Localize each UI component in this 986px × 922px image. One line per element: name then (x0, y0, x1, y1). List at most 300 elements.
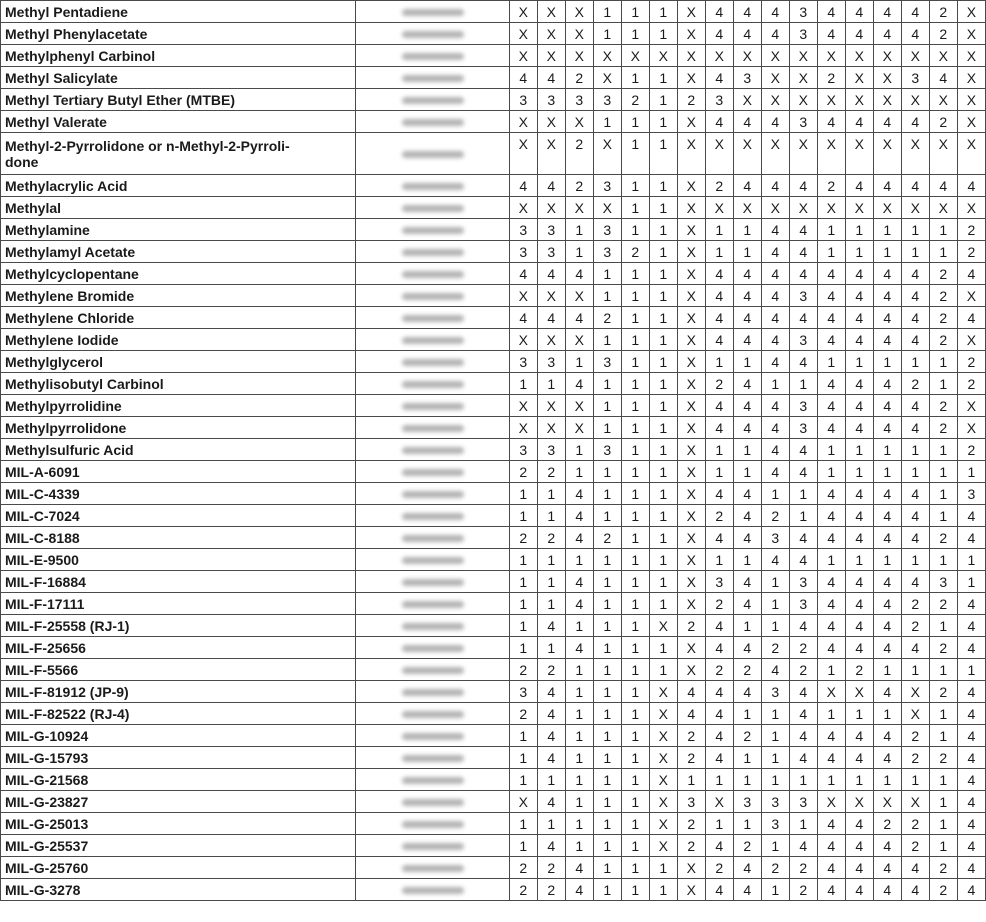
rating-cell: X (761, 67, 789, 89)
rating-cell: 1 (929, 439, 957, 461)
rating-cell: 1 (677, 769, 705, 791)
rating-cell: 4 (845, 263, 873, 285)
rating-cell: 4 (733, 395, 761, 417)
rating-cell: 1 (817, 241, 845, 263)
rating-cell: X (537, 45, 565, 67)
redacted-cas-cell (356, 197, 509, 219)
rating-cell: 4 (817, 395, 845, 417)
chemical-name-cell: MIL-C-8188 (1, 527, 356, 549)
rating-cell: 1 (873, 219, 901, 241)
redacted-number-blur (402, 711, 464, 718)
rating-cell: 3 (957, 483, 985, 505)
rating-cell: 1 (509, 549, 537, 571)
chemical-name-cell: Methylcyclopentane (1, 263, 356, 285)
rating-cell: 4 (509, 307, 537, 329)
rating-cell: 4 (733, 417, 761, 439)
table-row (1, 45, 986, 67)
redacted-cas-cell (356, 615, 509, 637)
rating-cell: 1 (873, 461, 901, 483)
rating-cell: 4 (957, 615, 985, 637)
rating-cell: 1 (621, 725, 649, 747)
rating-cell: 2 (873, 813, 901, 835)
rating-cell: X (789, 197, 817, 219)
rating-cell: 2 (677, 725, 705, 747)
rating-cell: 4 (761, 329, 789, 351)
chemical-name-cell: Methylene Iodide (1, 329, 356, 351)
rating-cell: 2 (929, 1, 957, 23)
rating-cell: 1 (649, 351, 677, 373)
rating-cell: 1 (593, 879, 621, 901)
rating-cell: X (845, 681, 873, 703)
rating-cell: 3 (593, 351, 621, 373)
rating-cell: 4 (761, 351, 789, 373)
rating-cell: X (957, 45, 985, 67)
rating-cell: 4 (733, 483, 761, 505)
redacted-cas-cell (356, 175, 509, 197)
rating-cell: X (761, 133, 789, 175)
redacted-cas-cell (356, 111, 509, 133)
redacted-number-blur (402, 53, 464, 60)
rating-cell: X (537, 23, 565, 45)
rating-cell: 4 (845, 23, 873, 45)
rating-cell: X (677, 1, 705, 23)
rating-cell: 2 (705, 373, 733, 395)
rating-cell: 3 (509, 241, 537, 263)
rating-cell: 3 (789, 285, 817, 307)
rating-cell: 4 (705, 725, 733, 747)
rating-cell: 1 (537, 505, 565, 527)
rating-cell: 1 (621, 505, 649, 527)
rating-cell: 1 (565, 725, 593, 747)
rating-cell: 1 (509, 813, 537, 835)
rating-cell: 1 (761, 747, 789, 769)
rating-cell: 3 (677, 791, 705, 813)
rating-cell: 2 (509, 703, 537, 725)
rating-cell: 4 (901, 307, 929, 329)
rating-cell: X (957, 89, 985, 111)
rating-cell: 2 (929, 879, 957, 901)
rating-cell: X (845, 133, 873, 175)
rating-cell: 4 (957, 307, 985, 329)
table-row (1, 307, 986, 329)
rating-cell: 1 (537, 769, 565, 791)
rating-cell: X (509, 133, 537, 175)
rating-cell: 2 (537, 659, 565, 681)
rating-cell: X (789, 89, 817, 111)
chemical-name-cell: Methylsulfuric Acid (1, 439, 356, 461)
rating-cell: X (565, 197, 593, 219)
rating-cell: 1 (509, 483, 537, 505)
rating-cell: 4 (537, 307, 565, 329)
rating-cell: X (649, 747, 677, 769)
rating-cell: 4 (817, 111, 845, 133)
rating-cell: 1 (593, 681, 621, 703)
rating-cell: 4 (817, 593, 845, 615)
chemical-name-cell: MIL-G-15793 (1, 747, 356, 769)
rating-cell: 4 (537, 791, 565, 813)
rating-cell: 3 (537, 241, 565, 263)
rating-cell: 4 (789, 615, 817, 637)
rating-cell: 1 (649, 879, 677, 901)
rating-cell: X (705, 197, 733, 219)
rating-cell: 4 (733, 857, 761, 879)
rating-cell: 4 (845, 483, 873, 505)
rating-cell: 2 (509, 879, 537, 901)
rating-cell: 2 (677, 747, 705, 769)
redacted-number-blur (402, 381, 464, 388)
rating-cell: 1 (593, 637, 621, 659)
rating-cell: 2 (565, 175, 593, 197)
rating-cell: 4 (705, 67, 733, 89)
rating-cell: X (677, 241, 705, 263)
rating-cell: 1 (509, 725, 537, 747)
rating-cell: X (677, 197, 705, 219)
rating-cell: 1 (509, 637, 537, 659)
rating-cell: 3 (929, 571, 957, 593)
rating-cell: X (929, 45, 957, 67)
redacted-cas-cell (356, 1, 509, 23)
rating-cell: 1 (789, 769, 817, 791)
rating-cell: 4 (733, 527, 761, 549)
rating-cell: 1 (789, 483, 817, 505)
rating-cell: 1 (621, 681, 649, 703)
rating-cell: X (677, 879, 705, 901)
rating-cell: X (677, 527, 705, 549)
redacted-number-blur (402, 733, 464, 740)
rating-cell: 1 (929, 791, 957, 813)
rating-cell: 1 (817, 703, 845, 725)
rating-cell: 1 (565, 703, 593, 725)
chemical-name-cell: Methylene Bromide (1, 285, 356, 307)
rating-cell: 2 (817, 175, 845, 197)
table-row (1, 725, 986, 747)
chemical-name-cell: Methylpyrrolidine (1, 395, 356, 417)
rating-cell: 1 (733, 439, 761, 461)
rating-cell: X (565, 395, 593, 417)
rating-cell: 2 (901, 615, 929, 637)
rating-cell: X (817, 45, 845, 67)
rating-cell: 3 (509, 89, 537, 111)
rating-cell: X (649, 45, 677, 67)
rating-cell: 4 (537, 747, 565, 769)
rating-cell: X (537, 395, 565, 417)
rating-cell: 4 (817, 835, 845, 857)
table-row (1, 813, 986, 835)
rating-cell: 2 (761, 505, 789, 527)
rating-cell: X (957, 417, 985, 439)
rating-cell: 4 (873, 857, 901, 879)
rating-cell: 4 (733, 571, 761, 593)
rating-cell: X (733, 45, 761, 67)
redacted-cas-cell (356, 703, 509, 725)
rating-cell: 3 (789, 111, 817, 133)
chemical-name-cell: Methylamyl Acetate (1, 241, 356, 263)
rating-cell: 2 (929, 23, 957, 45)
rating-cell: 4 (733, 329, 761, 351)
table-row (1, 571, 986, 593)
rating-cell: 4 (705, 263, 733, 285)
rating-cell: X (649, 681, 677, 703)
rating-cell: 4 (789, 549, 817, 571)
redacted-number-blur (402, 535, 464, 542)
rating-cell: X (957, 133, 985, 175)
rating-cell: 4 (873, 307, 901, 329)
table-row (1, 857, 986, 879)
rating-cell: 3 (705, 571, 733, 593)
table-row (1, 329, 986, 351)
rating-cell: X (565, 329, 593, 351)
rating-cell: 1 (593, 263, 621, 285)
chemical-name-cell: MIL-G-25537 (1, 835, 356, 857)
rating-cell: 4 (761, 219, 789, 241)
rating-cell: 3 (537, 89, 565, 111)
rating-cell: X (677, 307, 705, 329)
rating-cell: 4 (901, 879, 929, 901)
rating-cell: 4 (509, 175, 537, 197)
rating-cell: 4 (565, 307, 593, 329)
rating-cell: X (957, 285, 985, 307)
rating-cell: X (817, 89, 845, 111)
rating-cell: 4 (565, 879, 593, 901)
rating-cell: 1 (901, 351, 929, 373)
rating-cell: 3 (789, 571, 817, 593)
rating-cell: 1 (649, 857, 677, 879)
rating-cell: X (565, 111, 593, 133)
rating-cell: 2 (761, 637, 789, 659)
rating-cell: 4 (789, 835, 817, 857)
rating-cell: 4 (537, 175, 565, 197)
rating-cell: 2 (733, 725, 761, 747)
rating-cell: 4 (845, 175, 873, 197)
rating-cell: X (593, 133, 621, 175)
rating-cell: X (677, 549, 705, 571)
rating-cell: 1 (845, 219, 873, 241)
rating-cell: 2 (817, 67, 845, 89)
rating-cell: 1 (649, 593, 677, 615)
rating-cell: 1 (873, 351, 901, 373)
rating-cell: X (901, 681, 929, 703)
rating-cell: X (677, 219, 705, 241)
rating-cell: X (789, 45, 817, 67)
rating-cell: 1 (537, 813, 565, 835)
rating-cell: X (957, 197, 985, 219)
rating-cell: 4 (705, 111, 733, 133)
table-row (1, 111, 986, 133)
rating-cell: 4 (817, 23, 845, 45)
rating-cell: X (677, 505, 705, 527)
rating-cell: 4 (565, 593, 593, 615)
rating-cell: X (845, 197, 873, 219)
rating-cell: X (705, 791, 733, 813)
redacted-number-blur (402, 469, 464, 476)
rating-cell: 1 (845, 461, 873, 483)
rating-cell: X (677, 571, 705, 593)
rating-cell: X (761, 197, 789, 219)
rating-cell: 4 (873, 175, 901, 197)
redacted-number-blur (402, 151, 464, 158)
rating-cell: 2 (593, 307, 621, 329)
table-row (1, 133, 986, 175)
rating-cell: X (789, 133, 817, 175)
rating-cell: 1 (733, 769, 761, 791)
rating-cell: 3 (761, 527, 789, 549)
rating-cell: 4 (873, 23, 901, 45)
rating-cell: 1 (733, 703, 761, 725)
rating-cell: X (873, 89, 901, 111)
rating-cell: 4 (817, 813, 845, 835)
rating-cell: X (649, 725, 677, 747)
rating-cell: 4 (537, 725, 565, 747)
rating-cell: 4 (789, 219, 817, 241)
rating-cell: 4 (873, 263, 901, 285)
rating-cell: 1 (761, 483, 789, 505)
rating-cell: 3 (789, 791, 817, 813)
rating-cell: X (957, 329, 985, 351)
rating-cell: 4 (957, 747, 985, 769)
chemical-name-cell: MIL-G-25013 (1, 813, 356, 835)
rating-cell: X (677, 329, 705, 351)
redacted-number-blur (402, 667, 464, 674)
rating-cell: 1 (705, 241, 733, 263)
rating-cell: 1 (593, 571, 621, 593)
rating-cell: 1 (621, 307, 649, 329)
redacted-number-blur (402, 821, 464, 828)
rating-cell: 1 (901, 241, 929, 263)
redacted-cas-cell (356, 219, 509, 241)
redacted-cas-cell (356, 285, 509, 307)
rating-cell: 1 (649, 133, 677, 175)
table-row (1, 549, 986, 571)
rating-cell: 2 (537, 461, 565, 483)
rating-cell: 4 (565, 263, 593, 285)
redacted-number-blur (402, 183, 464, 190)
rating-cell: 1 (649, 111, 677, 133)
rating-cell: X (537, 133, 565, 175)
rating-cell: 1 (565, 351, 593, 373)
rating-cell: 4 (705, 703, 733, 725)
rating-cell: X (537, 329, 565, 351)
rating-cell: 4 (957, 835, 985, 857)
rating-cell: X (509, 197, 537, 219)
redacted-cas-cell (356, 527, 509, 549)
rating-cell: 1 (929, 219, 957, 241)
rating-cell: 1 (649, 307, 677, 329)
chemical-name-cell: Methylpyrrolidone (1, 417, 356, 439)
redacted-number-blur (402, 403, 464, 410)
rating-cell: 4 (733, 593, 761, 615)
rating-cell: 4 (537, 263, 565, 285)
redacted-number-blur (402, 119, 464, 126)
rating-cell: 2 (957, 373, 985, 395)
rating-cell: 1 (761, 373, 789, 395)
table-row (1, 593, 986, 615)
redacted-number-blur (402, 359, 464, 366)
rating-cell: 4 (705, 329, 733, 351)
rating-cell: 3 (789, 395, 817, 417)
chemical-name-cell: MIL-G-10924 (1, 725, 356, 747)
table-row (1, 637, 986, 659)
table-row (1, 835, 986, 857)
redacted-number-blur (402, 315, 464, 322)
rating-cell: 4 (537, 67, 565, 89)
rating-cell: X (649, 703, 677, 725)
rating-cell: 3 (705, 89, 733, 111)
redacted-number-blur (402, 557, 464, 564)
rating-cell: 1 (565, 615, 593, 637)
rating-cell: 1 (845, 769, 873, 791)
chemical-name-cell: MIL-F-17111 (1, 593, 356, 615)
rating-cell: X (873, 197, 901, 219)
redacted-number-blur (402, 249, 464, 256)
rating-cell: X (649, 791, 677, 813)
rating-cell: 4 (705, 1, 733, 23)
redacted-number-blur (402, 755, 464, 762)
rating-cell: 1 (817, 549, 845, 571)
table-row (1, 703, 986, 725)
redacted-number-blur (402, 491, 464, 498)
rating-cell: 1 (565, 241, 593, 263)
redacted-cas-cell (356, 439, 509, 461)
redacted-cas-cell (356, 307, 509, 329)
rating-cell: 4 (817, 505, 845, 527)
rating-cell: 1 (621, 373, 649, 395)
rating-cell: 1 (929, 483, 957, 505)
rating-cell: X (509, 285, 537, 307)
rating-cell: 4 (733, 23, 761, 45)
rating-cell: 1 (873, 659, 901, 681)
redacted-cas-cell (356, 67, 509, 89)
rating-cell: 2 (621, 241, 649, 263)
rating-cell: 2 (929, 395, 957, 417)
rating-cell: 4 (873, 747, 901, 769)
rating-cell: 4 (817, 571, 845, 593)
rating-cell: 4 (957, 813, 985, 835)
redacted-cas-cell (356, 263, 509, 285)
rating-cell: X (509, 111, 537, 133)
rating-cell: 1 (565, 439, 593, 461)
rating-cell: 1 (789, 813, 817, 835)
rating-cell: 2 (957, 219, 985, 241)
rating-cell: 1 (761, 615, 789, 637)
redacted-number-blur (402, 31, 464, 38)
rating-cell: 4 (901, 857, 929, 879)
rating-cell: 1 (593, 813, 621, 835)
rating-cell: 1 (789, 373, 817, 395)
rating-cell: 1 (761, 835, 789, 857)
rating-cell: 1 (761, 571, 789, 593)
redacted-cas-cell (356, 879, 509, 901)
chemical-name-cell: MIL-F-81912 (JP-9) (1, 681, 356, 703)
chemical-name-cell: MIL-G-21568 (1, 769, 356, 791)
rating-cell: 3 (537, 439, 565, 461)
redacted-number-blur (402, 601, 464, 608)
redacted-cas-cell (356, 681, 509, 703)
rating-cell: 4 (901, 329, 929, 351)
rating-cell: 4 (817, 329, 845, 351)
rating-cell: X (565, 23, 593, 45)
rating-cell: 4 (845, 637, 873, 659)
rating-cell: 4 (873, 725, 901, 747)
rating-cell: X (677, 351, 705, 373)
rating-cell: 2 (929, 285, 957, 307)
table-row (1, 1, 986, 23)
chemical-name-cell: Methylphenyl Carbinol (1, 45, 356, 67)
rating-cell: 1 (621, 791, 649, 813)
rating-cell: 1 (845, 703, 873, 725)
rating-cell: 1 (593, 593, 621, 615)
rating-cell: 4 (901, 505, 929, 527)
rating-cell: X (789, 67, 817, 89)
